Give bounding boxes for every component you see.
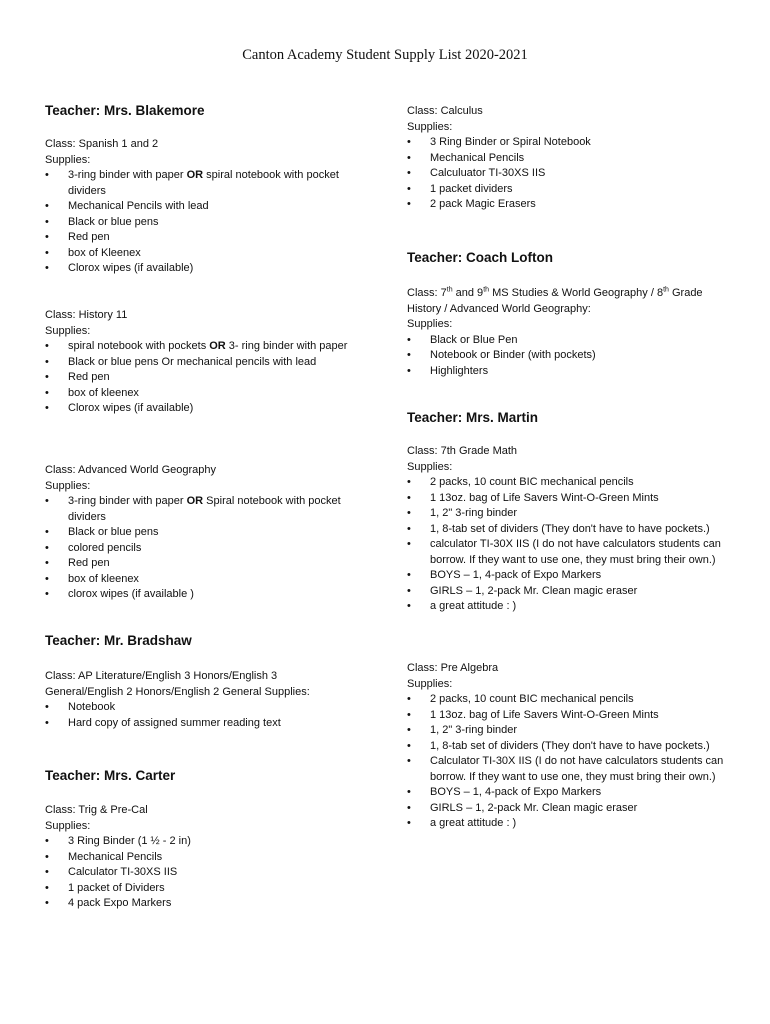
supply-item: • Red pen: [45, 370, 375, 386]
supply-item: • 1 packet dividers: [407, 182, 747, 198]
supply-item: • box of kleenex: [45, 386, 375, 402]
supply-item: • BOYS – 1, 4-pack of Expo Markers: [407, 568, 747, 584]
supplies-label: Supplies:: [45, 479, 91, 492]
supply-item: • Black or blue pens: [45, 215, 375, 231]
supply-item: • 2 packs, 10 count BIC mechanical pencils: [407, 475, 747, 491]
class-label: Class: Advanced World Geography: [45, 464, 216, 476]
supplies-label: Supplies:: [407, 120, 453, 133]
supply-item: • Calculator TI-30XS IIS: [45, 865, 375, 881]
supply-item: • Mechanical Pencils with lead: [45, 199, 375, 215]
supply-item: • 1 packet of Dividers: [45, 881, 375, 897]
supply-item: • Notebook: [45, 700, 375, 716]
supply-list: [45, 168, 375, 277]
supply-list: [45, 494, 375, 603]
class-label: Class: 7th Grade Math: [407, 445, 518, 457]
supply-item: • Mechanical Pencils: [407, 151, 747, 167]
supplies-label: Supplies:: [45, 324, 91, 337]
supply-list: [407, 475, 747, 615]
class-block-7th-grade-math: [407, 444, 747, 615]
supply-item: • clorox wipes (if available ): [45, 587, 375, 603]
supply-list: [407, 333, 747, 380]
class-block-english: [45, 669, 375, 731]
class-block-social-studies: [407, 286, 747, 379]
supply-item: • 3-ring binder with paper OR spiral notebook with pocket dividers: [45, 168, 375, 199]
teacher-name: Teacher: Coach Lofton: [407, 250, 554, 265]
supply-item: • 1 13oz. bag of Life Savers Wint-O-Green Mints: [407, 491, 747, 507]
class-block-spanish: [45, 137, 375, 277]
supply-item: • Mechanical Pencils: [45, 850, 375, 866]
supply-item: • 3 Ring Binder or Spiral Notebook: [407, 135, 747, 151]
supplies-label: Supplies:: [45, 819, 91, 832]
teacher-heading-martin: [407, 410, 747, 425]
class-label: Class: Calculus: [407, 105, 483, 117]
supply-item: • Calculuator TI-30XS IIS: [407, 166, 747, 182]
supply-item: • Highlighters: [407, 364, 747, 380]
supply-item: • GIRLS – 1, 2-pack Mr. Clean magic eraser: [407, 584, 747, 600]
teacher-name: Teacher: Mrs. Carter: [45, 768, 176, 783]
supply-item: • 1, 2" 3-ring binder: [407, 723, 747, 739]
supply-item: • 2 packs, 10 count BIC mechanical pencils: [407, 692, 747, 708]
supply-item: • 1 13oz. bag of Life Savers Wint-O-Green Mints: [407, 708, 747, 724]
class-label-continued: History / Advanced World Geography:: [407, 302, 591, 315]
supplies-label: Supplies:: [407, 460, 453, 473]
supplies-label: Supplies:: [45, 153, 91, 166]
supply-item: • 3-ring binder with paper OR Spiral notebook with pocket dividers: [45, 494, 375, 525]
class-block-calculus: [407, 104, 747, 213]
class-block-trig: [45, 803, 375, 912]
supply-item: • Calculator TI-30X IIS (I do not have calculators students can borrow. If they want to use one, they must bring their own.): [407, 754, 747, 785]
supplies-label: Supplies:: [407, 318, 453, 330]
supply-list: [407, 135, 747, 213]
class-label: Class: Spanish 1 and 2: [45, 138, 159, 150]
supply-item: • a great attitude : ): [407, 816, 747, 832]
teacher-heading-carter: [45, 768, 375, 783]
supply-item: • 4 pack Expo Markers: [45, 896, 375, 912]
supply-item: • Clorox wipes (if available): [45, 261, 375, 277]
supply-item: • Red pen: [45, 556, 375, 572]
supply-item: • 1, 2" 3-ring binder: [407, 506, 747, 522]
supply-item: • Black or blue pens Or mechanical pencils with lead: [45, 355, 375, 371]
document-title: Canton Academy Student Supply List 2020-2021: [242, 47, 528, 63]
supply-item: • Hard copy of assigned summer reading text: [45, 716, 375, 732]
teacher-name: Teacher: Mrs. Blakemore: [45, 103, 205, 118]
supply-item: • spiral notebook with pockets OR 3- ring binder with paper: [45, 339, 375, 355]
teacher-name: Teacher: Mr. Bradshaw: [45, 633, 192, 648]
supply-item: • 1, 8-tab set of dividers (They don't have to have pockets.): [407, 522, 747, 538]
class-label: Class: Trig & Pre-Cal: [45, 804, 148, 816]
class-label: Class: Pre Algebra: [407, 662, 499, 674]
class-label-continued: General/English 2 Honors/English 2 General Supplies:: [45, 685, 310, 698]
supply-list: [407, 692, 747, 832]
supplies-label: Supplies:: [407, 677, 453, 690]
class-label: Class: 7th and 9th MS Studies & World Geography / 8th Grade: [407, 286, 703, 299]
teacher-heading-lofton: [407, 250, 747, 265]
class-label: Class: History 11: [45, 309, 128, 321]
teacher-heading-blakemore: [45, 103, 375, 118]
supply-item: • colored pencils: [45, 541, 375, 557]
supply-item: • 3 Ring Binder (1 ½ - 2 in): [45, 834, 375, 850]
supply-item: • Clorox wipes (if available): [45, 401, 375, 417]
supply-item: • Black or blue pens: [45, 525, 375, 541]
supply-list: [45, 700, 375, 731]
teacher-heading-bradshaw: [45, 633, 375, 648]
supply-list: [45, 339, 375, 417]
supply-list: [45, 834, 375, 912]
class-block-pre-algebra: [407, 661, 747, 832]
supply-item: • calculator TI-30X IIS (I do not have calculators students can borrow. If they want to use one, they must bring their own.): [407, 537, 747, 568]
supply-item: • box of Kleenex: [45, 246, 375, 262]
supply-item: • GIRLS – 1, 2-pack Mr. Clean magic eraser: [407, 801, 747, 817]
supply-item: • a great attitude : ): [407, 599, 747, 615]
teacher-name: Teacher: Mrs. Martin: [407, 410, 539, 425]
supply-item: • 2 pack Magic Erasers: [407, 197, 747, 213]
class-block-geography: [45, 463, 375, 603]
supply-item: • 1, 8-tab set of dividers (They don't have to have pockets.): [407, 739, 747, 755]
supply-item: • Black or Blue Pen: [407, 333, 747, 349]
class-block-history: [45, 308, 375, 417]
supply-item: • BOYS – 1, 4-pack of Expo Markers: [407, 785, 747, 801]
supply-item: • Red pen: [45, 230, 375, 246]
supply-item: • Notebook or Binder (with pockets): [407, 348, 747, 364]
supply-item: • box of kleenex: [45, 572, 375, 588]
class-label: Class: AP Literature/English 3 Honors/English 3: [45, 670, 278, 682]
